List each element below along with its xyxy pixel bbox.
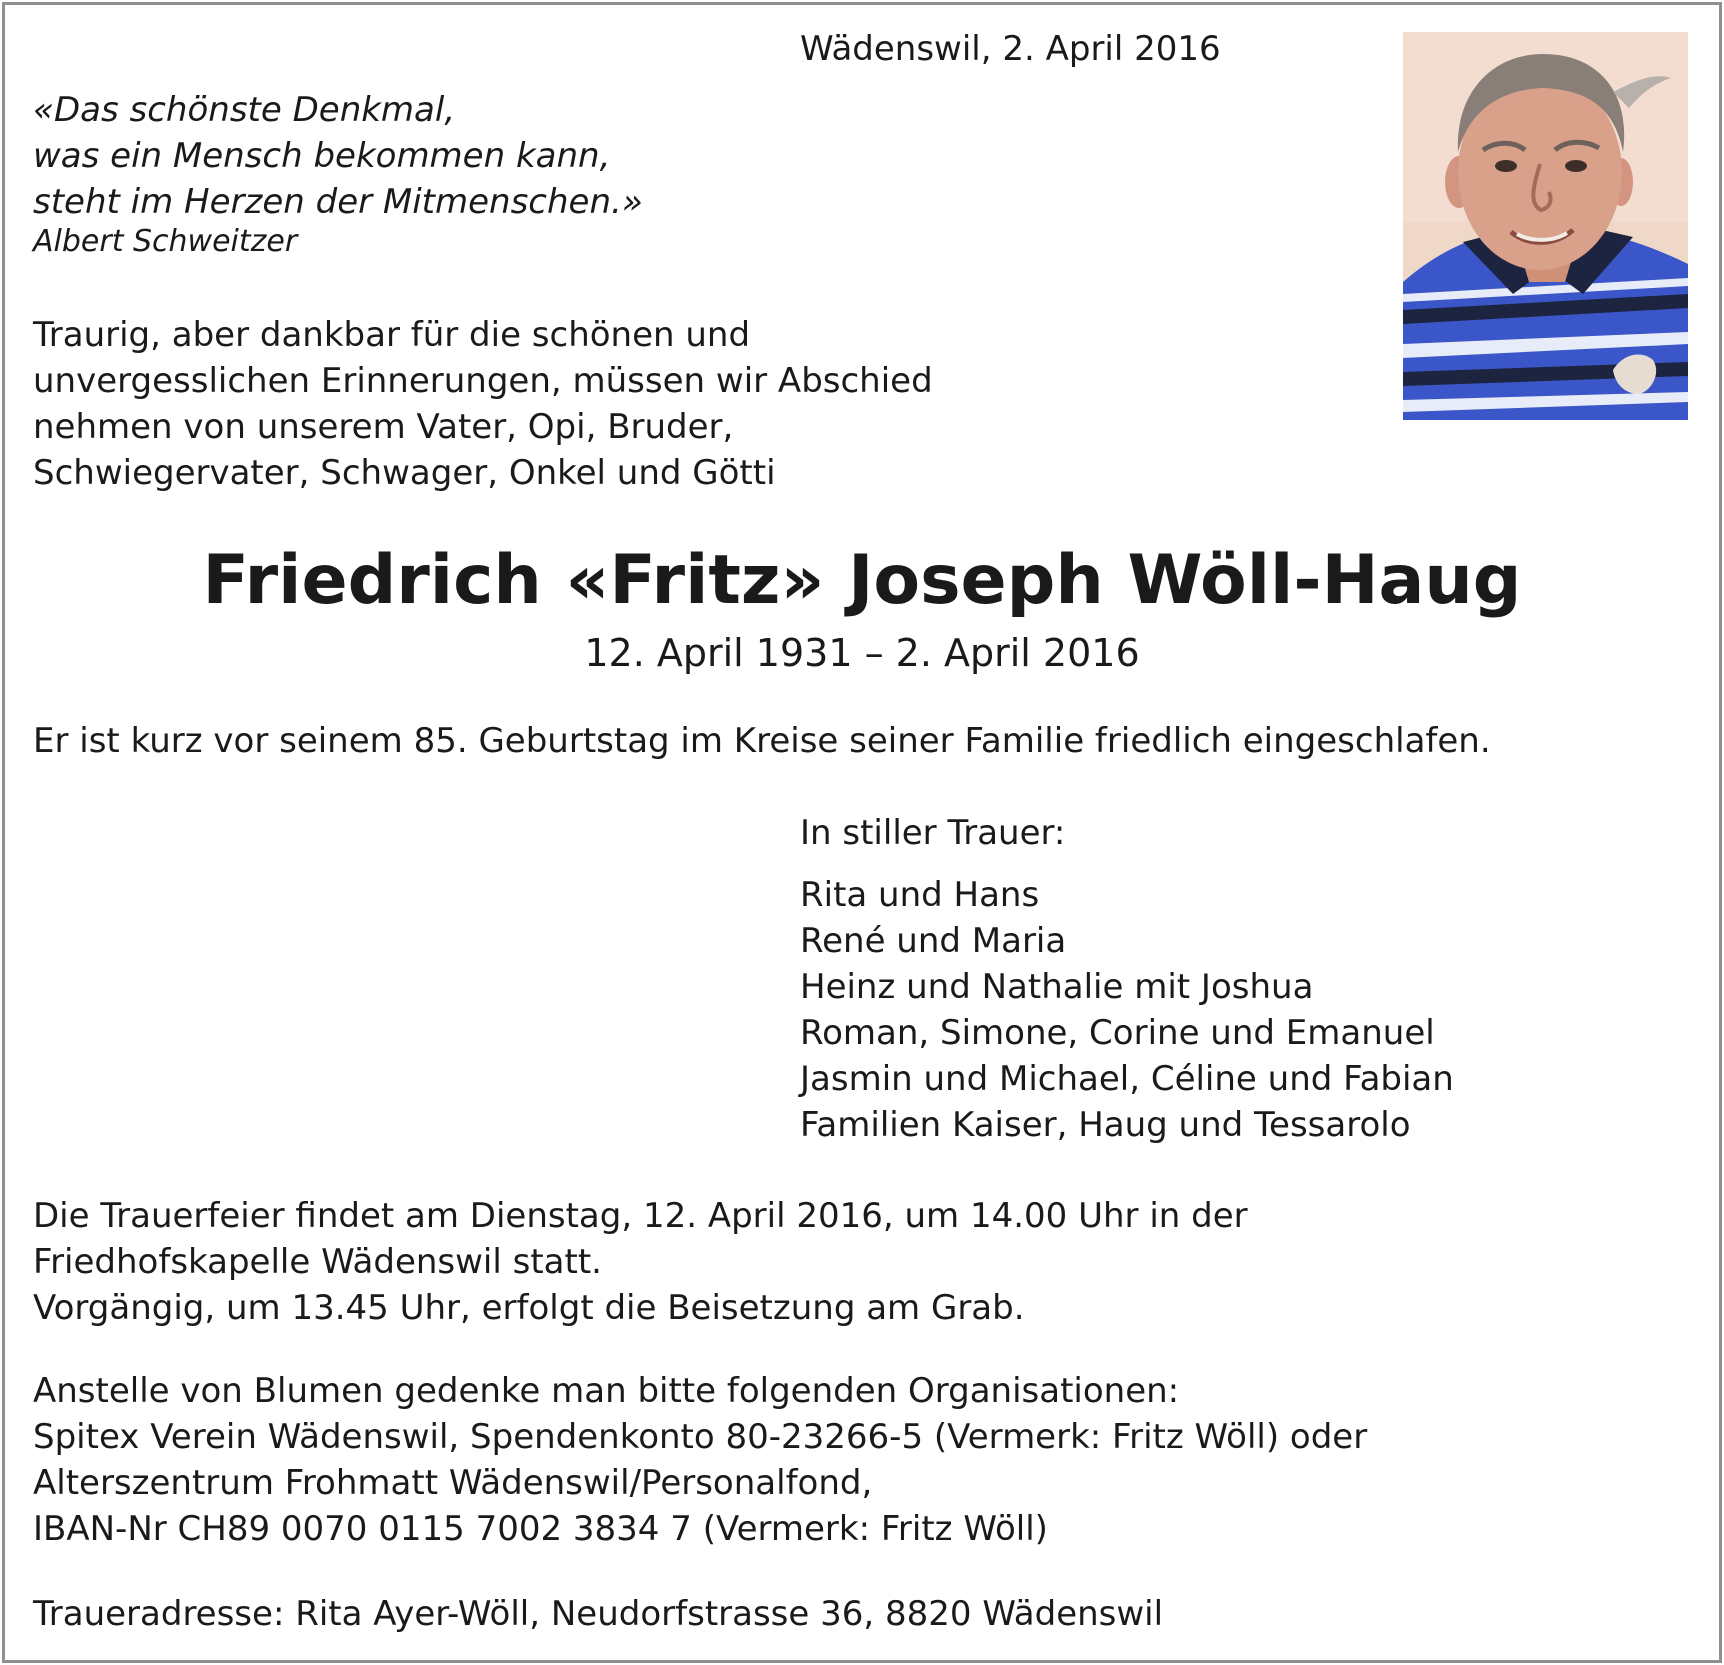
deceased-name: Friedrich «Fritz» Joseph Wöll-Haug [202,541,1522,620]
life-dates: 12. April 1931 – 2. April 2016 [584,631,1140,675]
quote-author: Albert Schweitzer [33,224,298,259]
quote-line: was ein Mensch bekommen kann, [33,136,611,176]
intro-line: unvergesslichen Erinnerungen, müssen wir Abschied [33,361,933,401]
quote-line: «Das schönste Denkmal, [33,90,456,130]
donation-line: Anstelle von Blumen gedenke man bitte folgenden Organisationen: [33,1371,1180,1411]
mourning-address: Traueradresse: Rita Ayer-Wöll, Neudorfstrasse 36, 8820 Wädenswil [33,1594,1164,1634]
passing-note: Er ist kurz vor seinem 85. Geburtstag im Kreise seiner Familie friedlich eingeschlafen. [33,721,1491,761]
portrait-photo [1403,32,1688,420]
mourners-heading: In stiller Trauer: [800,813,1066,853]
intro-line: Traurig, aber dankbar für die schönen und [33,315,751,355]
donation-info [33,1368,1367,1552]
service-line: Friedhofskapelle Wädenswil statt. [33,1242,602,1282]
mourner-entry: Roman, Simone, Corine und Emanuel [800,1013,1435,1053]
mourner-entry: Heinz und Nathalie mit Joshua [800,967,1314,1007]
mourner-entry: Rita und Hans [800,875,1040,915]
mourner-entry: René und Maria [800,921,1067,961]
intro-line: Schwiegervater, Schwager, Onkel und Götti [33,453,776,493]
mourners-list [800,872,1454,1148]
dateline: Wädenswil, 2. April 2016 [800,29,1221,69]
quote-line: steht im Herzen der Mitmenschen.» [33,182,643,222]
intro-text [33,312,933,496]
donation-line: Spitex Verein Wädenswil, Spendenkonto 80-23266-5 (Vermerk: Fritz Wöll) oder [33,1417,1368,1457]
donation-line: IBAN-Nr CH89 0070 0115 7002 3834 7 (Vermerk: Fritz Wöll) [33,1509,1048,1549]
service-line: Vorgängig, um 13.45 Uhr, erfolgt die Beisetzung am Grab. [33,1288,1025,1328]
mourner-entry: Jasmin und Michael, Céline und Fabian [800,1059,1454,1099]
service-line: Die Trauerfeier findet am Dienstag, 12. April 2016, um 14.00 Uhr in der [33,1196,1248,1236]
intro-line: nehmen von unserem Vater, Opi, Bruder, [33,407,734,447]
service-info [33,1193,1248,1331]
mourner-entry: Familien Kaiser, Haug und Tessarolo [800,1105,1411,1145]
quote [33,87,643,225]
donation-line: Alterszentrum Frohmatt Wädenswil/Personalfond, [33,1463,873,1503]
